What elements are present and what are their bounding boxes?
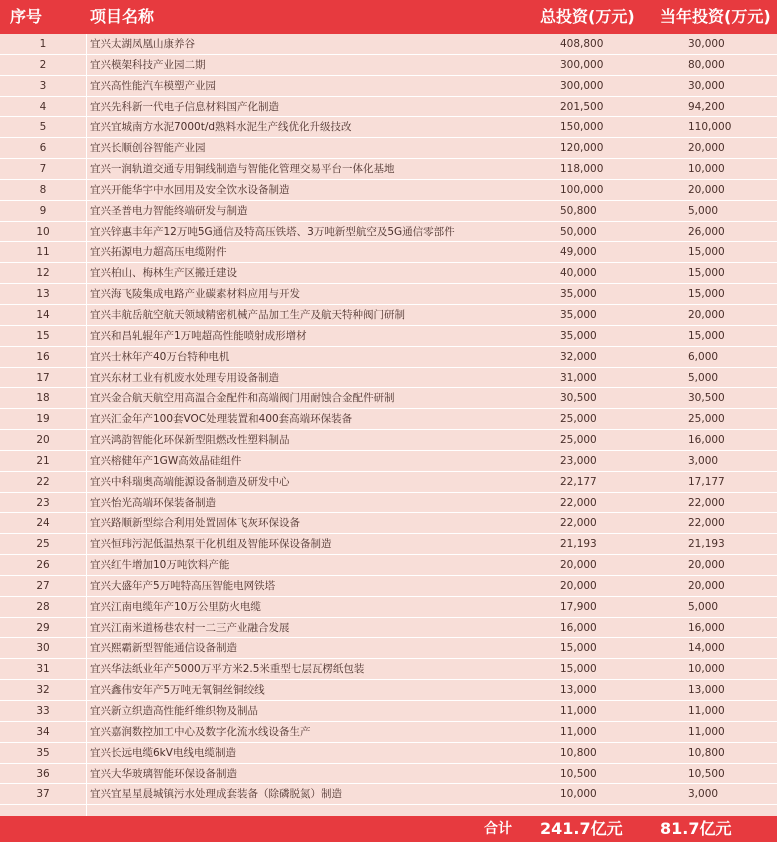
year-investment: 20,000 [688, 559, 725, 572]
table-row [0, 576, 777, 597]
project-name: 宜兴太湖凤凰山康养谷 [90, 38, 195, 50]
table-row [0, 347, 777, 368]
year-investment: 3,000 [688, 788, 719, 801]
total-investment: 150,000 [560, 121, 604, 134]
project-name: 宜兴和昌轧辊年产1万吨超高性能喷射成形增材 [90, 329, 307, 342]
table-row [0, 97, 777, 118]
year-investment: 20,000 [688, 183, 725, 196]
table-row [0, 555, 777, 576]
year-investment: 6,000 [688, 350, 719, 363]
total-investment: 31,000 [560, 371, 597, 384]
row-number: 12 [36, 267, 50, 280]
year-investment: 22,000 [688, 517, 725, 530]
table-row [0, 388, 777, 409]
table-row [0, 76, 777, 97]
project-name: 宜兴中科瑞奥高端能源设备制造及研发中心 [90, 475, 290, 488]
project-name: 宜兴宜城南方水泥7000t/d熟料水泥生产线优化升级技改 [90, 121, 352, 134]
table-body [0, 34, 777, 805]
row-number: 5 [39, 121, 47, 134]
total-investment: 50,000 [560, 225, 597, 238]
year-investment: 15,000 [688, 267, 725, 280]
table-row [0, 55, 777, 76]
project-name: 宜兴榕健年产1GW高效晶硅组件 [90, 454, 242, 467]
total-investment: 20,000 [560, 559, 597, 572]
year-investment: 10,500 [688, 767, 725, 780]
total-investment: 300,000 [560, 58, 604, 71]
table-row [0, 659, 777, 680]
year-investment: 94,200 [688, 100, 725, 113]
row-number: 7 [39, 163, 47, 176]
row-number: 37 [36, 788, 50, 801]
footer-label: 合计 [484, 821, 512, 837]
total-investment: 11,000 [560, 725, 597, 738]
project-name: 宜兴柏山、梅林生产区搬迁建设 [90, 267, 237, 280]
table-row [0, 34, 777, 55]
table-footer [0, 816, 777, 842]
row-number: 19 [36, 413, 50, 426]
row-number: 3 [39, 79, 47, 92]
row-number: 13 [36, 288, 50, 301]
total-investment: 13,000 [560, 684, 597, 697]
table-row [0, 409, 777, 430]
project-name: 宜兴江南米道杨巷农村一二三产业融合发展 [90, 621, 290, 634]
row-number: 35 [36, 746, 50, 759]
table-row [0, 138, 777, 159]
row-number: 14 [36, 308, 50, 321]
row-number: 22 [36, 475, 50, 488]
row-number: 10 [36, 225, 50, 238]
table-row [0, 430, 777, 451]
year-investment: 17,177 [688, 475, 725, 488]
year-investment: 22,000 [688, 496, 725, 509]
total-investment: 15,000 [560, 642, 597, 655]
row-number: 26 [36, 559, 50, 572]
total-investment: 20,000 [560, 579, 597, 592]
total-investment: 15,000 [560, 663, 597, 676]
total-investment: 35,000 [560, 288, 597, 301]
row-number: 15 [36, 329, 50, 342]
total-investment: 22,177 [560, 475, 597, 488]
total-investment: 35,000 [560, 308, 597, 321]
table-row [0, 493, 777, 514]
project-name: 宜兴一润轨道交通专用铜线制造与智能化管理交易平台一体化基地 [90, 163, 395, 176]
year-investment: 16,000 [688, 434, 725, 447]
total-investment: 10,500 [560, 767, 597, 780]
project-name: 宜兴鑫伟安年产5万吨无氧铜丝铜绞线 [90, 684, 265, 697]
year-investment: 10,800 [688, 746, 725, 759]
project-name: 宜兴海飞陵集成电路产业碳素材料应用与开发 [90, 288, 300, 301]
table-row [0, 222, 777, 243]
table-row [0, 638, 777, 659]
row-number: 27 [36, 579, 50, 592]
row-number: 18 [36, 392, 50, 405]
project-name: 宜兴路顺新型综合利用处置固体飞灰环保设备 [90, 517, 300, 530]
year-investment: 11,000 [688, 725, 725, 738]
table-row [0, 180, 777, 201]
table-row [0, 305, 777, 326]
project-name: 宜兴长远电缆6kV电线电缆制造 [90, 746, 236, 759]
total-investment: 21,193 [560, 538, 597, 551]
total-investment: 35,000 [560, 329, 597, 342]
project-name: 宜兴圣普电力智能终端研发与制造 [90, 204, 248, 217]
year-investment: 26,000 [688, 225, 725, 238]
table-row [0, 472, 777, 493]
row-number: 11 [36, 246, 50, 259]
table-row [0, 513, 777, 534]
year-investment: 3,000 [688, 454, 719, 467]
table-row [0, 263, 777, 284]
total-investment: 10,800 [560, 746, 597, 759]
total-investment: 22,000 [560, 517, 597, 530]
year-investment: 21,193 [688, 538, 725, 551]
row-number: 4 [39, 100, 47, 113]
total-investment: 25,000 [560, 434, 597, 447]
total-investment: 300,000 [560, 79, 604, 92]
year-investment: 15,000 [688, 288, 725, 301]
row-number: 20 [36, 434, 50, 447]
project-name: 宜兴嘉润数控加工中心及数字化流水线设备生产 [90, 725, 311, 738]
project-name: 宜兴大华玻璃智能环保设备制造 [90, 767, 237, 780]
year-investment: 20,000 [688, 579, 725, 592]
project-name: 宜兴开能华宇中水回用及安全饮水设备制造 [90, 183, 290, 196]
table-row [0, 284, 777, 305]
total-investment: 118,000 [560, 163, 604, 176]
project-name: 宜兴怡光高端环保装备制造 [90, 496, 216, 509]
table-row [0, 326, 777, 347]
row-number: 2 [39, 58, 47, 71]
total-investment: 10,000 [560, 788, 597, 801]
table-row [0, 368, 777, 389]
project-name: 宜兴红牛增加10万吨饮料产能 [90, 559, 230, 572]
total-investment: 40,000 [560, 267, 597, 280]
project-name: 宜兴东材工业有机废水处理专用设备制造 [90, 371, 279, 384]
row-number: 34 [36, 725, 50, 738]
project-name: 宜兴锌惠丰年产12万吨5G通信及特高压铁塔、3万吨新型航空及5G通信零部件 [90, 225, 455, 238]
row-number: 32 [36, 684, 50, 697]
row-number: 6 [39, 142, 47, 155]
table-header [0, 0, 777, 34]
total-investment: 32,000 [560, 350, 597, 363]
year-investment: 20,000 [688, 142, 725, 155]
year-investment: 5,000 [688, 371, 719, 384]
header-no: 序号 [10, 7, 43, 26]
table-row [0, 159, 777, 180]
year-investment: 11,000 [688, 705, 725, 717]
project-name: 宜兴新立织造高性能纤维织物及制品 [90, 705, 258, 717]
year-investment: 80,000 [688, 58, 725, 71]
project-name: 宜兴华法纸业年产5000万平方米2.5米重型七层瓦楞纸包装 [90, 663, 365, 676]
year-investment: 16,000 [688, 621, 725, 634]
table-row [0, 784, 777, 805]
header-year: 当年投资(万元) [660, 7, 771, 26]
total-investment: 100,000 [560, 183, 604, 196]
total-investment: 201,500 [560, 100, 604, 113]
row-number: 21 [36, 454, 50, 467]
row-number: 33 [36, 705, 50, 717]
project-name: 宜兴大盛年产5万吨特高压智能电网铁塔 [90, 579, 276, 592]
year-investment: 20,000 [688, 308, 725, 321]
year-investment: 13,000 [688, 684, 725, 697]
row-number: 16 [36, 350, 50, 363]
year-investment: 5,000 [688, 600, 719, 613]
project-name: 宜兴宜星星晨城镇污水处理成套装备（除磷脱氮）制造 [90, 788, 342, 801]
table-row [0, 201, 777, 222]
table-row [0, 764, 777, 785]
total-investment: 17,900 [560, 600, 597, 613]
row-number: 29 [36, 621, 50, 634]
project-name: 宜兴熙霸新型智能通信设备制造 [90, 642, 237, 655]
year-investment: 14,000 [688, 642, 725, 655]
total-investment: 23,000 [560, 454, 597, 467]
footer-year: 81.7亿元 [660, 819, 732, 838]
project-name: 宜兴拓源电力超高压电缆附件 [90, 246, 227, 259]
project-name: 宜兴恒玮污泥低温热泵干化机组及智能环保设备制造 [90, 538, 332, 551]
row-number: 9 [39, 204, 47, 217]
table-row [0, 701, 777, 722]
total-investment: 16,000 [560, 621, 597, 634]
table-row [0, 451, 777, 472]
table-row [0, 722, 777, 743]
row-number: 25 [36, 538, 50, 551]
project-name: 宜兴长顺创谷智能产业园 [90, 142, 206, 155]
row-number: 36 [36, 767, 50, 780]
row-number: 1 [39, 38, 47, 50]
project-name: 宜兴先科新一代电子信息材料国产化制造 [90, 100, 279, 113]
year-investment: 10,000 [688, 663, 725, 676]
year-investment: 10,000 [688, 163, 725, 176]
row-number: 23 [36, 496, 50, 509]
year-investment: 25,000 [688, 413, 725, 426]
table-row [0, 597, 777, 618]
row-number: 28 [36, 600, 50, 613]
row-number: 30 [36, 642, 50, 655]
table-row [0, 117, 777, 138]
total-investment: 22,000 [560, 496, 597, 509]
project-name: 宜兴金合航天航空用高温合金配件和高端阀门用耐蚀合金配件研制 [90, 392, 395, 405]
project-name: 宜兴汇金年产100套VOC处理装置和400套高端环保装备 [90, 413, 353, 426]
footer-total: 241.7亿元 [540, 819, 623, 838]
year-investment: 30,000 [688, 79, 725, 92]
total-investment: 50,800 [560, 204, 597, 217]
total-investment: 408,800 [560, 38, 604, 50]
row-number: 24 [36, 517, 50, 530]
year-investment: 110,000 [688, 121, 732, 134]
project-name: 宜兴江南电缆年产10万公里防火电缆 [90, 600, 261, 613]
header-total: 总投资(万元) [540, 7, 635, 26]
table-row [0, 618, 777, 639]
row-number: 8 [39, 183, 47, 196]
total-investment: 11,000 [560, 705, 597, 717]
table-row [0, 680, 777, 701]
total-investment: 120,000 [560, 142, 604, 155]
project-name: 宜兴高性能汽车模塑产业园 [90, 79, 216, 92]
total-investment: 30,500 [560, 392, 597, 405]
project-name: 宜兴丰航岳航空航天领域精密机械产品加工生产及航天特种阀门研制 [90, 308, 405, 321]
project-name: 宜兴士林年产40万台特种电机 [90, 350, 230, 363]
year-investment: 30,500 [688, 392, 725, 405]
year-investment: 5,000 [688, 204, 719, 217]
project-name: 宜兴模架科技产业园二期 [90, 58, 206, 71]
year-investment: 15,000 [688, 329, 725, 342]
row-number: 17 [36, 371, 50, 384]
table-row [0, 242, 777, 263]
row-number: 31 [36, 663, 50, 676]
total-investment: 49,000 [560, 246, 597, 259]
project-name: 宜兴鸿韵智能化环保新型阻燃改性塑料制品 [90, 434, 290, 447]
year-investment: 15,000 [688, 246, 725, 259]
header-name: 项目名称 [90, 7, 155, 26]
table-row [0, 743, 777, 764]
year-investment: 30,000 [688, 38, 725, 50]
total-investment: 25,000 [560, 413, 597, 426]
table-row [0, 534, 777, 555]
